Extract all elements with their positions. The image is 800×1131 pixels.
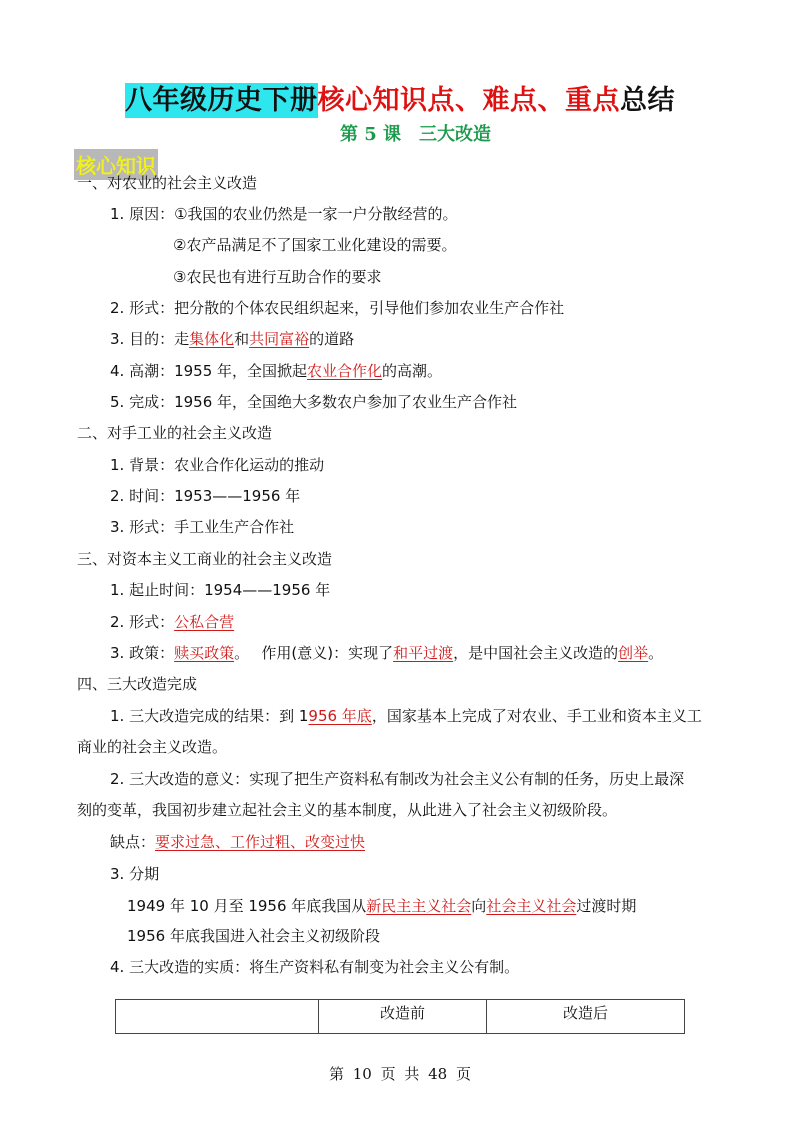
text-line [77, 549, 332, 569]
text-segment: 3. 分期 [110, 865, 160, 883]
table-header-row [116, 1000, 685, 1034]
text-line [77, 737, 227, 757]
text-segment: 4. 三大改造的实质：将生产资料私有制变为社会主义公有制。 [110, 958, 520, 976]
table-header-cell [116, 1000, 319, 1034]
title-end: 总结 [620, 85, 675, 116]
text-segment: 3. 政策： [110, 644, 175, 662]
text-line [110, 580, 330, 600]
text-segment: 一、对农业的社会主义改造 [77, 174, 258, 192]
text-line [110, 706, 702, 726]
text-segment: 。 [648, 644, 664, 662]
lesson-subtitle: 第 5 课 三大改造 [340, 124, 492, 145]
text-segment: 过渡时期 [576, 897, 637, 915]
title-highlight: 八年级历史下册 [125, 85, 318, 116]
text-line [110, 361, 442, 381]
text-line [110, 486, 300, 506]
text-line [110, 517, 294, 537]
text-line [77, 800, 617, 820]
text-segment: 1. 背景：农业合作化运动的推动 [110, 456, 325, 474]
text-segment: 2. 时间：1953——1956 年 [110, 487, 301, 505]
text-segment: 1956 年底我国进入社会主义初级阶段 [127, 927, 380, 945]
text-line [110, 204, 458, 224]
text-segment: 三、对资本主义工商业的社会主义改造 [77, 550, 333, 568]
text-line [110, 329, 354, 349]
text-line [173, 235, 456, 255]
text-segment: 2. 形式： [110, 613, 175, 631]
key-term: 956 年底 [308, 707, 372, 725]
text-segment: 刻的变革，我国初步建立起社会主义的基本制度，从此进入了社会主义初级阶段。 [77, 801, 618, 819]
text-segment: 1. 起止时间：1954——1956 年 [110, 581, 331, 599]
text-segment: 商业的社会主义改造。 [77, 738, 228, 756]
text-segment: ②农产品满足不了国家工业化建设的需要。 [173, 236, 457, 254]
text-segment: 2. 三大改造的意义：实现了把生产资料私有制改为社会主义公有制的任务，历史上最深 [110, 770, 685, 788]
text-line [110, 612, 234, 632]
text-segment: 4. 高潮：1955 年，全国掀起 [110, 362, 308, 380]
text-segment: ③农民也有进行互助合作的要求 [173, 268, 382, 286]
text-line [77, 173, 257, 193]
text-segment: 缺点： [110, 833, 156, 851]
key-term: 创举 [618, 644, 649, 662]
page-title [0, 78, 800, 117]
text-segment: 1949 年 10 月至 1956 年底我国从 [127, 897, 367, 915]
key-term: 公私合营 [174, 613, 235, 631]
key-term: 新民主主义社会 [366, 897, 472, 915]
comparison-table [115, 999, 685, 1034]
text-segment: 向 [471, 897, 487, 915]
key-term: 和平过渡 [393, 644, 454, 662]
key-term: 赎买政策 [174, 644, 235, 662]
text-segment: 的道路 [309, 330, 355, 348]
key-term: 农业合作化 [307, 362, 383, 380]
text-line [110, 298, 564, 318]
text-line [110, 455, 324, 475]
section-label: 核心知识 [74, 149, 158, 180]
key-term: 共同富裕 [249, 330, 310, 348]
text-segment: ，国家基本上完成了对农业、手工业和资本主义工 [371, 707, 702, 725]
text-line [173, 267, 381, 287]
text-segment: 二、对手工业的社会主义改造 [77, 424, 273, 442]
text-segment: 。 作用(意义)：实现了 [234, 644, 394, 662]
text-line [127, 926, 380, 946]
text-line [110, 643, 663, 663]
text-line [110, 392, 517, 412]
text-segment: 1. 原因：①我国的农业仍然是一家一户分散经营的。 [110, 205, 458, 223]
text-line [77, 674, 197, 694]
key-term: 集体化 [189, 330, 235, 348]
text-segment: 5. 完成：1956 年，全国绝大多数农户参加了农业生产合作社 [110, 393, 518, 411]
text-line [77, 423, 272, 443]
page-footer: 第 10 页 共 48 页 [328, 1065, 471, 1083]
text-line [110, 769, 684, 789]
text-segment: 3. 形式：手工业生产合作社 [110, 518, 295, 536]
text-segment: 2. 形式：把分散的个体农民组织起来，引导他们参加农业生产合作社 [110, 299, 565, 317]
text-line [127, 896, 636, 916]
key-term: 要求过急、工作过粗、改变过快 [155, 833, 366, 851]
text-segment: 四、三大改造完成 [77, 675, 198, 693]
text-line [110, 957, 519, 977]
table-header-cell: 改造后 [487, 1000, 685, 1034]
text-segment: 的高潮。 [382, 362, 443, 380]
text-segment: ，是中国社会主义改造的 [453, 644, 619, 662]
text-line [110, 832, 365, 852]
text-line [110, 864, 159, 884]
title-red: 核心知识点、难点、重点 [317, 85, 620, 116]
text-segment: 1. 三大改造完成的结果：到 1 [110, 707, 309, 725]
text-segment: 和 [234, 330, 250, 348]
text-segment: 3. 目的：走 [110, 330, 190, 348]
key-term: 社会主义社会 [486, 897, 577, 915]
table-header-cell: 改造前 [319, 1000, 487, 1034]
